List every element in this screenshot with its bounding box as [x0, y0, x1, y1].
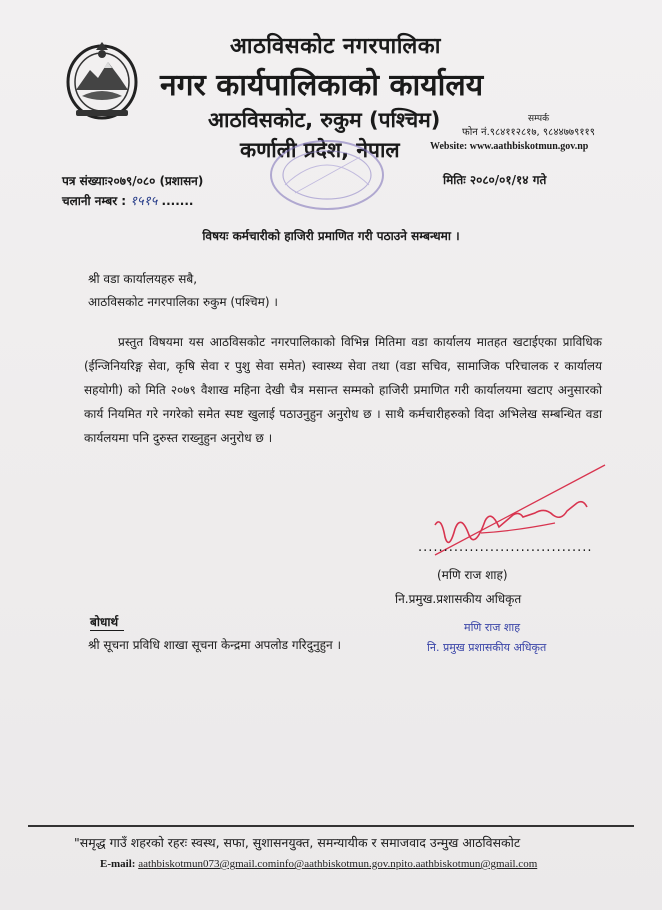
dispatch-value: १५१५ — [130, 194, 158, 209]
cc-text: श्री सूचना प्रविधि शाखा सूचना केन्द्रमा अपलोड गरिदुनुहुन । — [88, 638, 342, 652]
handwritten-signature-icon — [395, 455, 615, 575]
email-label: E-mail: — [100, 858, 136, 870]
cc-underline — [90, 630, 124, 631]
dispatch-number — [62, 191, 193, 209]
signature-line: .................................. — [418, 540, 593, 555]
stamp-signatory-title: नि. प्रमुख प्रशासकीय अधिकृत — [427, 641, 547, 654]
province-name: कर्णाली प्रदेश, नेपाल — [240, 138, 400, 162]
contact-website: Website: www.aathbiskotmun.gov.np — [430, 141, 589, 152]
letter-date: मितिः २०८०/०१/१४ गते — [443, 173, 547, 187]
letter-body: प्रस्तुत विषयमा यस आठविसकोट नगरपालिकाको विभिन्न मितिमा वडा कार्यालय मातहत खटाईएका प्राविधिक (ईन्जिनियरिङ्ग सेवा, कृषि सेवा र पुशु सेवा समेत) स्वास्थ्य सेवा तथा (वडा सचिव, सामाजिक परिचालक र कार्यालय सहयोगी) को मिति २०७९ वैशाख महिना देखी चैत्र मसान्त सम्मको हाजिरी प्रमाणित गरी कार्यालयमा खटाए अनुसारको कार्य नियमित गरे नगरेको समेत स्पष्ट खुलाई पठाउनुहुन अनुरोध छ । साथै कर्मचारीहरुको विदा अभिलेख सम्बन्धित वडा कार्यलयमा पनि दुरुस्त राख्नुहुन अनुरोध छ । — [84, 335, 602, 445]
footer-email — [100, 858, 537, 870]
dispatch-dots: ....... — [161, 194, 194, 208]
nepal-emblem-icon — [62, 38, 142, 122]
contact-label: सम्पर्क — [528, 114, 549, 124]
email-link[interactable]: aathbiskotmun073@gmail.cominfo@aathbiskotmun.gov.npito.aathbiskotmun@gmail.com — [138, 858, 538, 870]
signatory-title: नि.प्रमुख.प्रशासकीय अधिकृत — [395, 592, 522, 606]
recipient-line-1: श्री वडा कार्यालयहरु सबै, — [88, 272, 198, 286]
letter-subject: विषयः कर्मचारीको हाजिरी प्रमाणित गरी पठाउने सम्बन्धमा । — [202, 229, 460, 243]
footer-slogan: "समृद्ध गाउँ शहरको रहरः स्वस्थ, सफा, सुशासनयुक्त, समन्यायीक र समाजवाद उन्मुख आठविसकोट — [74, 835, 521, 850]
office-seal-icon — [265, 135, 390, 215]
dispatch-label: चलानी नम्बर : — [62, 194, 127, 208]
municipality-name: आठविसकोट नगरपालिका — [230, 34, 441, 59]
reference-number: पत्र संख्याः२०७९/०८० (प्रशासन) — [62, 174, 204, 188]
recipient-line-2: आठविसकोट नगरपालिका रुकुम (पश्चिम) । — [88, 295, 278, 309]
stamp-signatory-name: मणि राज शाह — [464, 621, 521, 634]
cc-label: बोधार्थ — [90, 615, 119, 629]
footer-divider — [28, 825, 634, 827]
signatory-name: (मणि राज शाह) — [437, 568, 508, 582]
office-name: नगर कार्यपालिकाको कार्यालय — [160, 68, 484, 103]
office-location: आठविसकोट, रुकुम (पश्चिम) — [208, 108, 441, 132]
contact-phone: फोन नं.९८४११२८१७, ९८४४७७९११९ — [462, 127, 595, 138]
